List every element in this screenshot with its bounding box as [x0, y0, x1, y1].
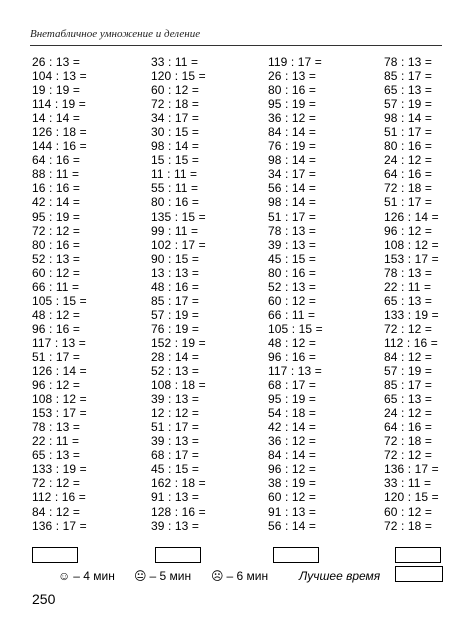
exercise-item: 98 : 14 =: [384, 111, 432, 126]
exercise-item: 65 : 13 =: [32, 448, 80, 463]
sad-face-icon: ☹: [211, 569, 224, 583]
exercise-item: 54 : 18 =: [268, 406, 316, 421]
exercise-item: 60 : 12 =: [32, 265, 80, 280]
exercise-item: 48 : 12 =: [268, 335, 316, 350]
exercise-item: 133 : 19 =: [384, 307, 439, 322]
exercise-item: 136 : 17 =: [32, 518, 87, 533]
exercise-item: 36 : 12 =: [268, 434, 316, 449]
exercise-item: 152 : 19 =: [151, 335, 206, 350]
time-box-column-3[interactable]: [273, 547, 319, 563]
exercise-item: 26 : 13 =: [268, 69, 316, 84]
smile-icon: ☺: [58, 569, 71, 583]
exercise-item: 96 : 12 =: [268, 462, 316, 477]
exercise-item: 95 : 19 =: [268, 392, 316, 407]
exercise-item: 99 : 11 =: [151, 223, 199, 238]
exercise-item: 98 : 14 =: [151, 139, 199, 154]
exercise-item: 96 : 16 =: [268, 349, 316, 364]
exercise-item: 80 : 16 =: [268, 83, 316, 98]
exercise-item: 66 : 11 =: [32, 279, 80, 294]
exercise-item: 51 : 17 =: [151, 420, 199, 435]
exercise-item: 95 : 19 =: [268, 97, 316, 112]
exercise-item: 108 : 12 =: [32, 392, 87, 407]
exercise-item: 72 : 18 =: [384, 518, 432, 533]
exercise-item: 52 : 13 =: [268, 279, 316, 294]
exercise-item: 39 : 13 =: [151, 518, 199, 533]
exercise-item: 22 : 11 =: [384, 279, 432, 294]
exercise-item: 34 : 17 =: [151, 111, 199, 126]
exercise-item: 14 : 14 =: [32, 111, 80, 126]
exercise-item: 162 : 18 =: [151, 476, 206, 491]
exercise-item: 76 : 19 =: [268, 139, 316, 154]
best-time-label: Лучшее время: [299, 569, 381, 583]
exercise-item: 126 : 14 =: [32, 364, 87, 379]
exercise-item: 52 : 13 =: [151, 364, 199, 379]
exercise-item: 24 : 12 =: [384, 406, 432, 421]
exercise-item: 64 : 16 =: [32, 153, 80, 168]
exercise-column-1: [32, 55, 142, 533]
exercise-item: 72 : 12 =: [32, 223, 80, 238]
exercise-item: 12 : 12 =: [151, 406, 199, 421]
exercise-item: 30 : 15 =: [151, 125, 199, 140]
exercise-item: 128 : 16 =: [151, 504, 206, 519]
exercise-item: 117 : 13 =: [268, 364, 322, 379]
exercise-item: 84 : 12 =: [384, 349, 432, 364]
exercise-item: 95 : 19 =: [32, 209, 80, 224]
exercise-item: 42 : 14 =: [268, 420, 316, 435]
exercise-item: 78 : 13 =: [32, 420, 80, 435]
exercise-item: 102 : 17 =: [151, 237, 206, 252]
exercise-item: 78 : 13 =: [384, 55, 432, 69]
exercise-item: 120 : 15 =: [151, 69, 206, 84]
exercise-column-4: [384, 55, 474, 533]
exercise-item: 55 : 11 =: [151, 181, 199, 196]
exercise-item: 112 : 16 =: [32, 490, 86, 505]
exercise-item: 84 : 12 =: [32, 504, 80, 519]
exercise-item: 16 : 16 =: [32, 181, 80, 196]
exercise-item: 51 : 17 =: [384, 195, 432, 210]
page-number: 250: [32, 591, 56, 607]
exercise-item: 98 : 14 =: [268, 195, 316, 210]
exercise-item: 51 : 17 =: [384, 125, 432, 140]
legend-text-6-min: – 6 мин: [226, 569, 269, 583]
neutral-face-icon: 😐: [134, 569, 147, 583]
exercise-item: 117 : 13 =: [32, 335, 86, 350]
exercise-item: 39 : 13 =: [151, 392, 199, 407]
exercise-item: 60 : 12 =: [384, 504, 432, 519]
exercise-item: 72 : 18 =: [151, 97, 199, 112]
exercise-item: 80 : 16 =: [151, 195, 199, 210]
legend-item-6-min: [211, 569, 268, 583]
exercise-item: 153 : 17 =: [32, 406, 87, 421]
exercise-item: 72 : 12 =: [384, 321, 432, 336]
exercise-item: 15 : 15 =: [151, 153, 199, 168]
legend-text-4-min: – 4 мин: [73, 569, 115, 583]
exercise-item: 33 : 11 =: [151, 55, 199, 69]
exercise-item: 112 : 16 =: [384, 335, 438, 350]
exercise-item: 26 : 13 =: [32, 55, 80, 69]
exercise-item: 91 : 13 =: [268, 504, 316, 519]
exercise-item: 33 : 11 =: [384, 476, 432, 491]
exercise-item: 39 : 13 =: [268, 237, 316, 252]
exercise-item: 96 : 12 =: [32, 378, 80, 393]
exercise-item: 80 : 16 =: [32, 237, 80, 252]
exercise-item: 90 : 15 =: [151, 251, 199, 266]
exercise-item: 120 : 15 =: [384, 490, 439, 505]
exercise-item: 126 : 14 =: [384, 209, 439, 224]
time-box-column-4[interactable]: [395, 547, 441, 563]
exercise-item: 108 : 12 =: [384, 237, 439, 252]
exercise-item: 22 : 11 =: [32, 434, 80, 449]
exercise-item: 24 : 12 =: [384, 153, 432, 168]
exercise-item: 56 : 14 =: [268, 181, 316, 196]
exercise-item: 85 : 17 =: [384, 378, 432, 393]
exercise-item: 114 : 19 =: [32, 97, 86, 112]
exercise-item: 153 : 17 =: [384, 251, 439, 266]
exercise-item: 105 : 15 =: [268, 321, 323, 336]
exercise-item: 133 : 19 =: [32, 462, 87, 477]
best-time-box[interactable]: [395, 566, 443, 582]
exercise-column-2: [151, 55, 261, 533]
exercise-item: 66 : 11 =: [268, 307, 316, 322]
exercise-item: 65 : 13 =: [384, 293, 432, 308]
exercise-item: 78 : 13 =: [268, 223, 316, 238]
exercise-item: 60 : 12 =: [151, 83, 199, 98]
exercise-item: 57 : 19 =: [384, 364, 432, 379]
exercise-item: 64 : 16 =: [384, 167, 432, 182]
exercise-item: 60 : 12 =: [268, 293, 316, 308]
legend-item-4-min: [58, 569, 115, 583]
exercise-item: 80 : 16 =: [268, 265, 316, 280]
exercise-item: 65 : 13 =: [384, 83, 432, 98]
exercise-item: 85 : 17 =: [384, 69, 432, 84]
exercise-item: 68 : 17 =: [268, 378, 316, 393]
time-box-column-1[interactable]: [32, 547, 78, 563]
exercise-item: 45 : 15 =: [151, 462, 199, 477]
exercise-item: 64 : 16 =: [384, 420, 432, 435]
header-rule: [30, 45, 442, 46]
legend-item-5-min: [134, 569, 191, 583]
exercise-item: 104 : 13 =: [32, 69, 87, 84]
exercise-item: 13 : 13 =: [151, 265, 199, 280]
exercise-item: 45 : 15 =: [268, 251, 316, 266]
exercise-item: 126 : 18 =: [32, 125, 87, 140]
exercise-item: 78 : 13 =: [384, 265, 432, 280]
exercise-column-3: [268, 55, 378, 533]
exercise-item: 51 : 17 =: [268, 209, 316, 224]
exercise-item: 36 : 12 =: [268, 111, 316, 126]
exercise-item: 91 : 13 =: [151, 490, 199, 505]
exercise-item: 80 : 16 =: [384, 139, 432, 154]
exercise-item: 28 : 14 =: [151, 349, 199, 364]
exercise-item: 135 : 15 =: [151, 209, 206, 224]
exercise-item: 57 : 19 =: [384, 97, 432, 112]
time-box-column-2[interactable]: [155, 547, 201, 563]
exercise-item: 105 : 15 =: [32, 293, 87, 308]
exercise-item: 52 : 13 =: [32, 251, 80, 266]
exercise-item: 72 : 18 =: [384, 181, 432, 196]
legend-text-5-min: – 5 мин: [149, 569, 192, 583]
exercise-item: 60 : 12 =: [268, 490, 316, 505]
page-header-title: Внетабличное умножение и деление: [30, 28, 201, 40]
exercise-item: 88 : 11 =: [32, 167, 80, 182]
exercise-item: 76 : 19 =: [151, 321, 199, 336]
exercise-item: 56 : 14 =: [268, 518, 316, 533]
exercise-item: 84 : 14 =: [268, 448, 316, 463]
exercise-item: 68 : 17 =: [151, 448, 199, 463]
exercise-item: 119 : 17 =: [268, 55, 322, 69]
exercise-item: 136 : 17 =: [384, 462, 439, 477]
exercise-item: 84 : 14 =: [268, 125, 316, 140]
exercise-item: 65 : 13 =: [384, 392, 432, 407]
exercise-item: 39 : 13 =: [151, 434, 199, 449]
exercise-item: 72 : 12 =: [32, 476, 80, 491]
exercise-item: 38 : 19 =: [268, 476, 316, 491]
exercise-item: 34 : 17 =: [268, 167, 316, 182]
exercise-item: 144 : 16 =: [32, 139, 87, 154]
exercise-item: 48 : 16 =: [151, 279, 199, 294]
exercise-item: 48 : 12 =: [32, 307, 80, 322]
exercise-item: 72 : 12 =: [384, 448, 432, 463]
exercise-item: 96 : 16 =: [32, 321, 80, 336]
exercise-item: 11 : 11 =: [151, 167, 198, 182]
exercise-item: 42 : 14 =: [32, 195, 80, 210]
exercise-item: 51 : 17 =: [32, 349, 80, 364]
exercise-item: 96 : 12 =: [384, 223, 432, 238]
exercise-item: 72 : 18 =: [384, 434, 432, 449]
exercise-item: 19 : 19 =: [32, 83, 80, 98]
exercise-item: 98 : 14 =: [268, 153, 316, 168]
exercise-item: 57 : 19 =: [151, 307, 199, 322]
exercise-item: 85 : 17 =: [151, 293, 199, 308]
exercise-item: 108 : 18 =: [151, 378, 206, 393]
